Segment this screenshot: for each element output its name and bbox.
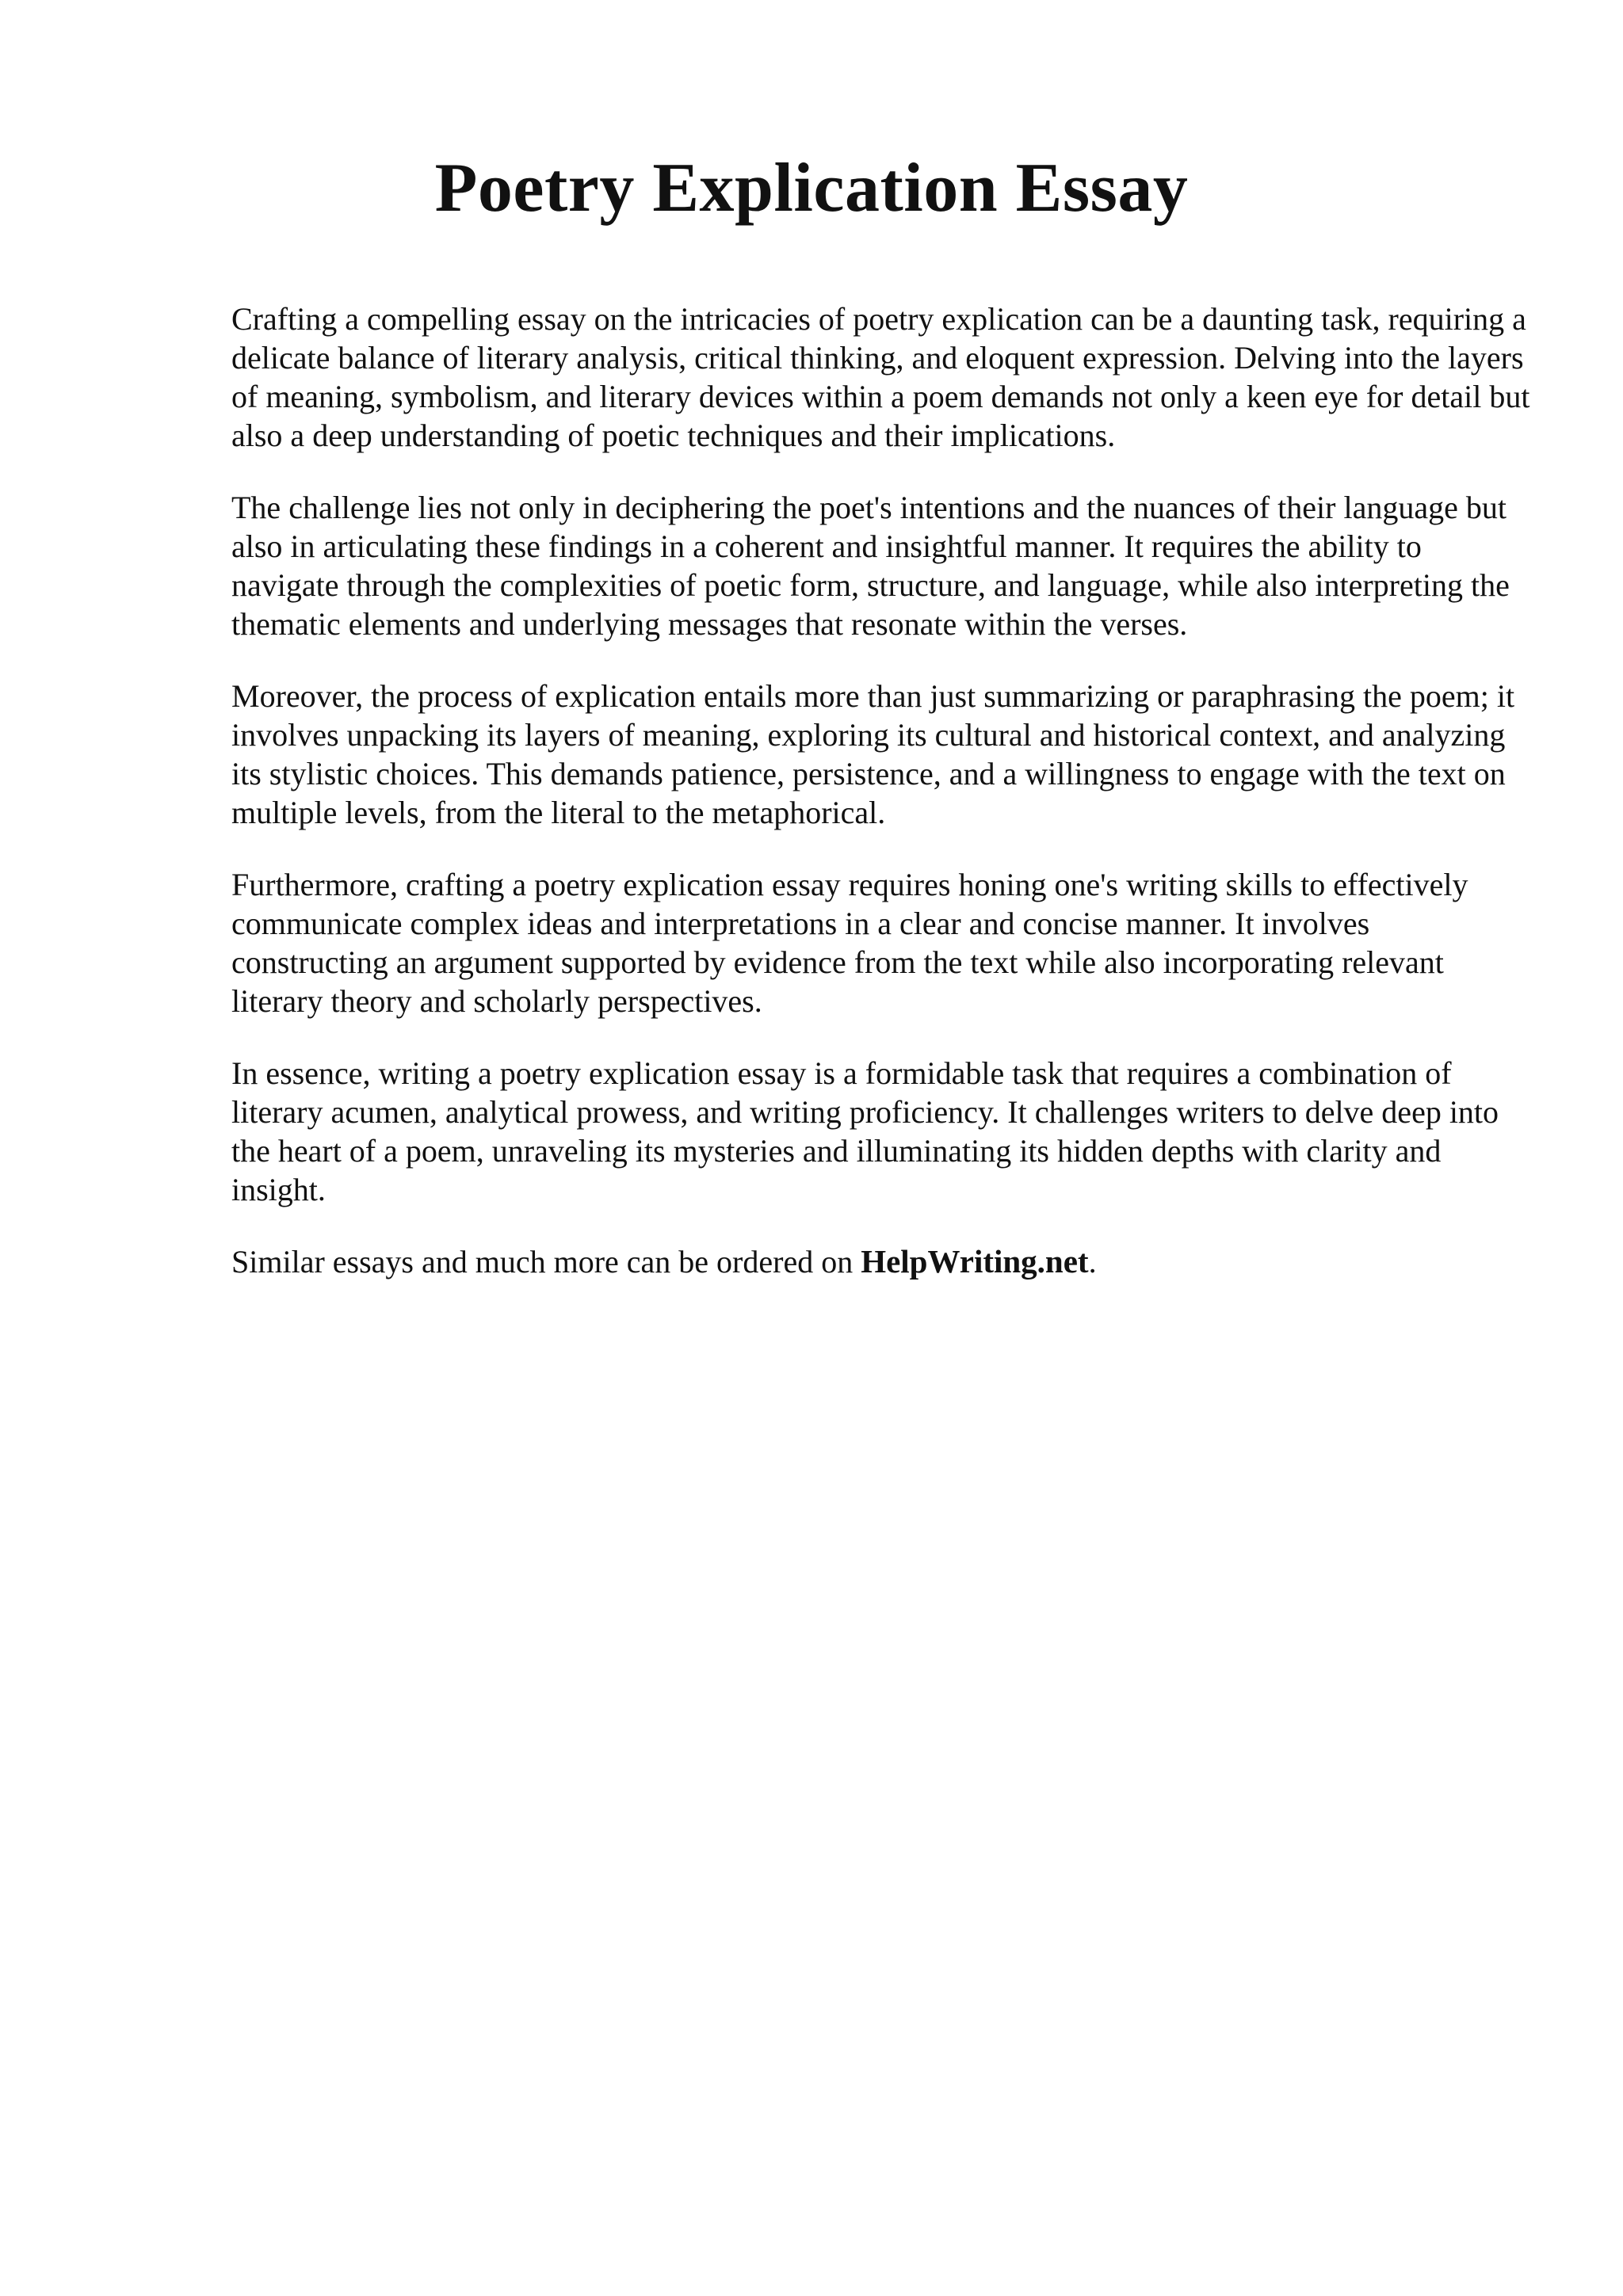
footer-prefix: Similar essays and much more can be ordered on: [231, 1244, 854, 1280]
paragraph-5: In essence, writing a poetry explication essay is a formidable task that requires a combination of literary acumen, analytical prowess, and writing proficiency. It challenges writers to delve deep into the heart of a poem, unraveling its mysteries and illuminating its hidden depths with clarity and insight.: [231, 1055, 1499, 1207]
paragraph-1: Crafting a compelling essay on the intricacies of poetry explication can be a daunting task, requiring a delicate balance of literary analysis, critical thinking, and eloquent expression. Delving into the layers of meaning, symbolism, and literary devices within a poem demands not only a keen eye for detail but also a deep understanding of poetic techniques and their implications.: [231, 301, 1530, 453]
paragraph-2: The challenge lies not only in deciphering the poet's intentions and the nuances of their language but also in articulating these findings in a coherent and insightful manner. It requires the ability to navigate through the complexities of poetic form, structure, and language, while also interpreting the thematic elements and underlying messages that resonate within the verses.: [231, 490, 1510, 642]
essay-body: [231, 299, 1531, 1281]
helpwriting-link[interactable]: HelpWriting.net: [861, 1243, 1089, 1280]
footer-note: [231, 1242, 1531, 1281]
paragraph-3: Moreover, the process of explication entails more than just summarizing or paraphrasing the poem; it involves unpacking its layers of meaning, exploring its cultural and historical context, and analyzing its stylistic choices. This demands patience, persistence, and a willingness to engage with the text on multiple levels, from the literal to the metaphorical.: [231, 678, 1515, 830]
paragraph-4: Furthermore, crafting a poetry explication essay requires honing one's writing skills to effectively communicate complex ideas and interpretations in a clear and concise manner. It involves constructing an argument supported by evidence from the text while also incorporating relevant literary theory and scholarly perspectives.: [231, 867, 1468, 1019]
page-title: Poetry Explication Essay: [434, 150, 1189, 227]
footer-suffix: .: [1088, 1244, 1097, 1280]
